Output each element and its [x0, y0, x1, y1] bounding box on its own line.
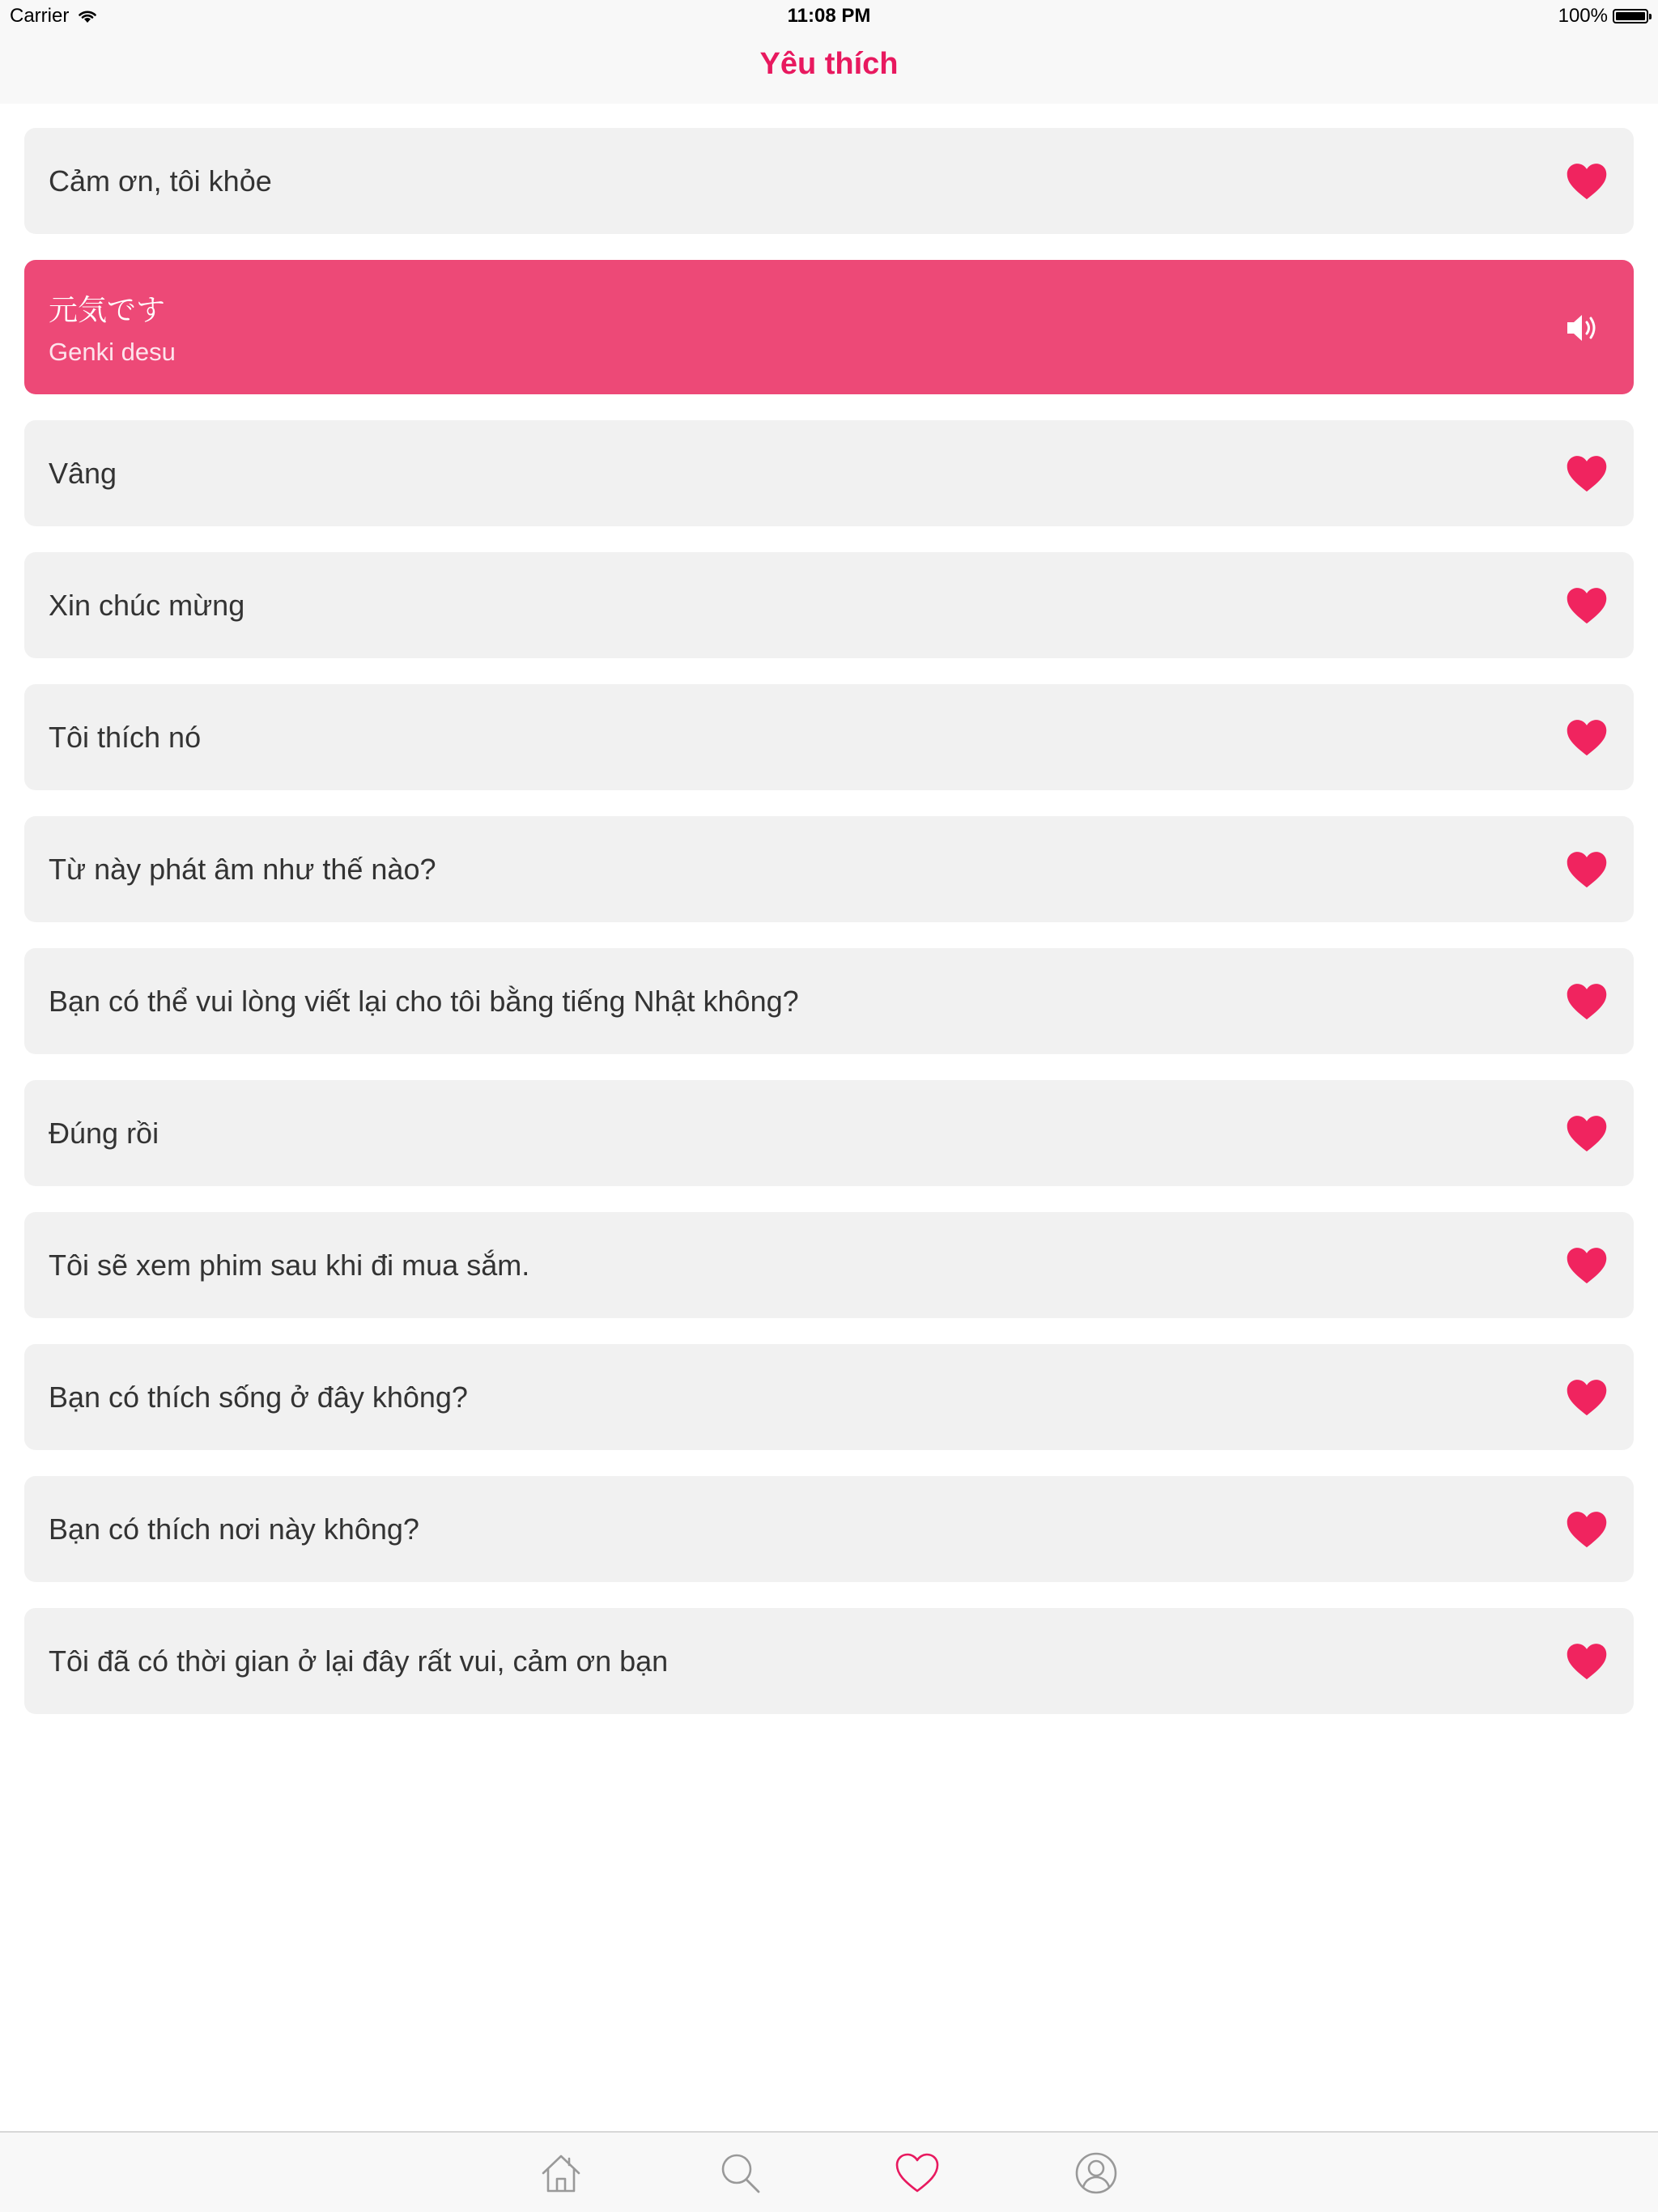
page-title: Yêu thích: [759, 47, 899, 81]
list-item-label: Bạn có thích nơi này không?: [49, 1512, 419, 1546]
carrier-label: Carrier: [10, 5, 70, 27]
heart-icon[interactable]: [1564, 1111, 1609, 1156]
list-item[interactable]: [24, 1476, 1634, 1582]
list-item[interactable]: [24, 1212, 1634, 1318]
list-item-label: Bạn có thích sống ở đây không?: [49, 1380, 468, 1414]
list-item-label: Xin chúc mừng: [49, 589, 245, 622]
list-item[interactable]: [24, 420, 1634, 526]
navigation-bar: [0, 32, 1658, 104]
list-item[interactable]: [24, 1608, 1634, 1714]
profile-icon[interactable]: [1072, 2149, 1120, 2197]
list-item-label: Vâng: [49, 457, 117, 490]
list-item[interactable]: [24, 1080, 1634, 1186]
search-icon[interactable]: [716, 2149, 764, 2197]
list-item-label: Từ này phát âm như thế nào?: [49, 853, 436, 886]
battery-percent: 100%: [1558, 5, 1608, 27]
heart-icon[interactable]: [1564, 715, 1609, 760]
list-item-label: Tôi thích nó: [49, 721, 202, 754]
list-item[interactable]: [24, 1344, 1634, 1450]
romaji-text: Genki desu: [49, 338, 176, 366]
status-bar: [0, 0, 1658, 32]
battery-icon: [1613, 9, 1648, 23]
status-time: 11:08 PM: [787, 5, 871, 27]
heart-icon[interactable]: [1564, 451, 1609, 496]
expanded-translation[interactable]: [24, 260, 1634, 394]
list-item[interactable]: [24, 684, 1634, 790]
heart-outline-icon[interactable]: [893, 2149, 942, 2197]
speaker-icon[interactable]: [1564, 310, 1601, 346]
list-item[interactable]: [24, 552, 1634, 658]
heart-icon[interactable]: [1564, 1507, 1609, 1552]
home-icon[interactable]: [537, 2149, 585, 2197]
list-item-label: Bạn có thể vui lòng viết lại cho tôi bằng tiếng Nhật không?: [49, 985, 799, 1018]
heart-icon[interactable]: [1564, 1243, 1609, 1288]
list-item[interactable]: [24, 128, 1634, 234]
heart-icon[interactable]: [1564, 1375, 1609, 1420]
heart-icon[interactable]: [1564, 159, 1609, 204]
heart-icon[interactable]: [1564, 847, 1609, 892]
heart-icon[interactable]: [1564, 583, 1609, 628]
list-item-label: Tôi sẽ xem phim sau khi đi mua sắm.: [49, 1249, 530, 1282]
list-item[interactable]: [24, 948, 1634, 1054]
list-item-label: Đúng rồi: [49, 1117, 159, 1150]
heart-icon[interactable]: [1564, 979, 1609, 1024]
japanese-text: 元気です: [49, 293, 166, 326]
heart-icon[interactable]: [1564, 1639, 1609, 1684]
list-item-label: Tôi đã có thời gian ở lại đây rất vui, cảm ơn bạn: [49, 1644, 669, 1678]
status-right: [1558, 5, 1648, 28]
list-item-label: Cảm ơn, tôi khỏe: [49, 164, 272, 198]
favorites-list: [24, 128, 1634, 1740]
tab-bar: [0, 2131, 1658, 2212]
list-item[interactable]: [24, 816, 1634, 922]
